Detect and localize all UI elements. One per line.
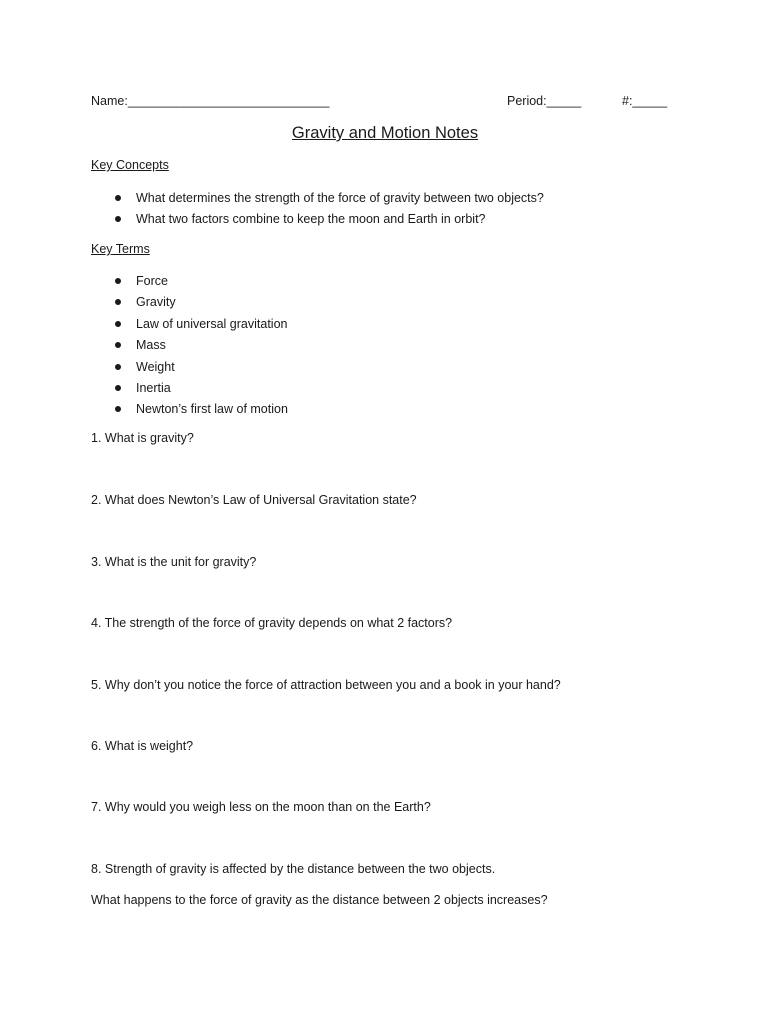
list-item xyxy=(91,210,544,231)
bullet-icon xyxy=(115,216,121,222)
list-item-text: What determines the strength of the force of gravity between two objects? xyxy=(136,191,544,205)
list-item-text: Gravity xyxy=(136,295,176,310)
list-item xyxy=(91,400,288,421)
question-4: 4. The strength of the force of gravity depends on what 2 factors? xyxy=(91,616,453,630)
header-row xyxy=(91,94,671,112)
list-item xyxy=(91,358,288,379)
list-item-text: Newton’s first law of motion xyxy=(136,402,288,417)
key-terms-list xyxy=(91,272,288,422)
question-3: 3. What is the unit for gravity? xyxy=(91,555,257,569)
list-item-text: Law of universal gravitation xyxy=(136,316,288,331)
list-item xyxy=(91,336,288,357)
bullet-icon xyxy=(115,278,121,284)
question-8: 8. Strength of gravity is affected by the distance between the two objects. xyxy=(91,862,496,876)
key-concepts-heading: Key Concepts xyxy=(91,158,169,172)
number-field-label: #:_____ xyxy=(622,94,668,108)
list-item xyxy=(91,189,544,210)
name-field-label: Name:_____________________________ xyxy=(91,94,330,108)
list-item xyxy=(91,272,288,293)
period-field-label: Period:_____ xyxy=(507,94,582,108)
list-item-text: What two factors combine to keep the moon and Earth in orbit? xyxy=(136,212,486,227)
list-item xyxy=(91,379,288,400)
bullet-icon xyxy=(115,385,121,391)
list-item-text: Mass xyxy=(136,338,166,353)
bullet-icon xyxy=(115,321,121,327)
key-terms-heading: Key Terms xyxy=(91,242,150,256)
bullet-icon xyxy=(115,406,121,412)
question-7: 7. Why would you weigh less on the moon than on the Earth? xyxy=(91,800,431,814)
bullet-icon xyxy=(115,299,121,305)
list-item xyxy=(91,315,288,336)
list-item-text: Weight xyxy=(136,359,175,374)
list-item-text: Inertia xyxy=(136,380,171,395)
question-2: 2. What does Newton’s Law of Universal Gravitation state? xyxy=(91,493,417,507)
list-item xyxy=(91,293,288,314)
bullet-icon xyxy=(115,364,121,370)
question-1: 1. What is gravity? xyxy=(91,431,194,445)
question-6: 6. What is weight? xyxy=(91,739,194,753)
page-title: Gravity and Motion Notes xyxy=(291,124,479,142)
bullet-icon xyxy=(115,342,121,348)
key-concepts-list xyxy=(91,189,544,232)
question-5: 5. Why don’t you notice the force of attraction between you and a book in your hand? xyxy=(91,678,561,692)
question-8-followup: What happens to the force of gravity as the distance between 2 objects increases? xyxy=(91,893,548,907)
bullet-icon xyxy=(115,195,121,201)
list-item-text: Force xyxy=(136,274,168,288)
